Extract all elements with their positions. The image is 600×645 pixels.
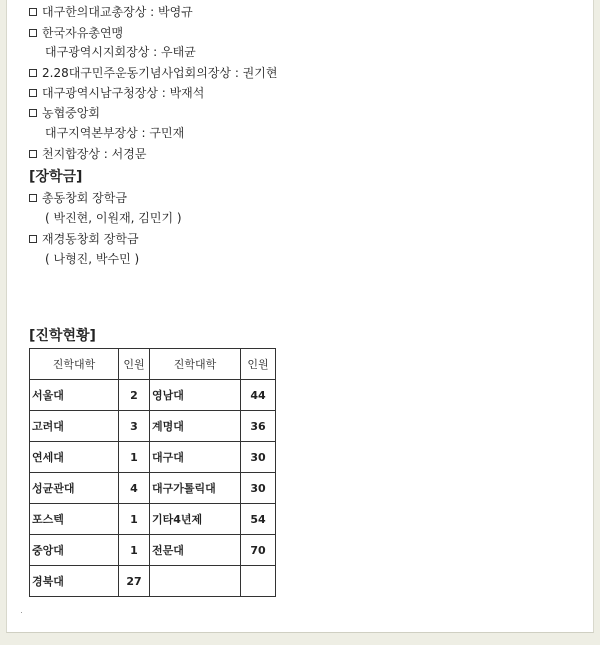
table-row [30, 442, 276, 473]
cell-university: 계명대 [150, 411, 241, 442]
checkbox-icon [29, 29, 37, 37]
award-text: 천지합장상 : 서경문 [42, 147, 147, 161]
cell-university: 성균관대 [30, 473, 119, 504]
scholarship-text: ( 박진현, 이원재, 김민기 ) [45, 211, 182, 225]
award-line [45, 126, 184, 140]
checkbox-icon [29, 8, 37, 16]
checkbox-icon [29, 150, 37, 158]
award-text: 대구한의대교총장상 : 박영규 [42, 5, 193, 19]
checkbox-icon [29, 194, 37, 202]
cell-count: 1 [119, 535, 150, 566]
cell-count: 2 [119, 380, 150, 411]
award-line [29, 5, 193, 19]
scholarship-line [45, 211, 182, 225]
table-row [30, 473, 276, 504]
table-row [30, 504, 276, 535]
scholarship-text: ( 나형진, 박수민 ) [45, 252, 140, 266]
scholarship-text: 재경동창회 장학금 [42, 232, 139, 246]
award-text: 대구지역본부장상 : 구민재 [45, 126, 185, 140]
cell-count: 30 [241, 442, 276, 473]
admission-heading: [진학현황] [29, 328, 96, 344]
table-header-row [30, 349, 276, 380]
cell-university: 경북대 [30, 566, 119, 597]
checkbox-icon [29, 235, 37, 243]
cell-university: 고려대 [30, 411, 119, 442]
cell-count: 3 [119, 411, 150, 442]
scholarship-line [29, 232, 139, 246]
scholarship-heading: [장학금] [29, 169, 83, 185]
checkbox-icon [29, 69, 37, 77]
cell-university: 포스텍 [30, 504, 119, 535]
cell-university: 전문대 [150, 535, 241, 566]
scholarship-text: 총동창회 장학금 [42, 191, 127, 205]
award-line [29, 106, 100, 120]
cell-university: 중앙대 [30, 535, 119, 566]
scholarship-line [45, 252, 139, 266]
award-text: 2.28대구민주운동기념사업회의장상 : 권기현 [42, 66, 278, 80]
cell-count: 36 [241, 411, 276, 442]
award-text: 대구광역시지회장상 : 우태균 [45, 45, 196, 59]
award-text: 대구광역시남구청장상 : 박재석 [42, 86, 205, 100]
award-line [29, 26, 123, 40]
award-line [29, 66, 277, 80]
admission-table [29, 348, 276, 597]
checkbox-icon [29, 109, 37, 117]
document-body [6, 0, 594, 633]
cell-count [241, 566, 276, 597]
award-line [45, 45, 196, 59]
cell-count: 1 [119, 504, 150, 535]
header-university: 진학대학 [30, 349, 119, 380]
cell-count: 1 [119, 442, 150, 473]
table-row [30, 535, 276, 566]
cell-university: 연세대 [30, 442, 119, 473]
cell-university: 대구가톨릭대 [150, 473, 241, 504]
cell-university: 서울대 [30, 380, 119, 411]
header-count: 인원 [119, 349, 150, 380]
cell-count: 70 [241, 535, 276, 566]
cell-count: 30 [241, 473, 276, 504]
award-text: 농협중앙회 [42, 106, 100, 120]
award-line [29, 147, 146, 161]
cell-university: 기타4년제 [150, 504, 241, 535]
scholarship-line [29, 191, 127, 205]
table-row [30, 411, 276, 442]
cell-count: 4 [119, 473, 150, 504]
checkbox-icon [29, 89, 37, 97]
header-university: 진학대학 [150, 349, 241, 380]
table-row [30, 380, 276, 411]
stray-dot [21, 612, 22, 613]
cell-count: 54 [241, 504, 276, 535]
award-text: 한국자유총연맹 [42, 26, 124, 40]
cell-university: 영남대 [150, 380, 241, 411]
cell-count: 44 [241, 380, 276, 411]
award-line [29, 86, 204, 100]
cell-university [150, 566, 241, 597]
cell-university: 대구대 [150, 442, 241, 473]
header-count: 인원 [241, 349, 276, 380]
table-row [30, 566, 276, 597]
cell-count: 27 [119, 566, 150, 597]
